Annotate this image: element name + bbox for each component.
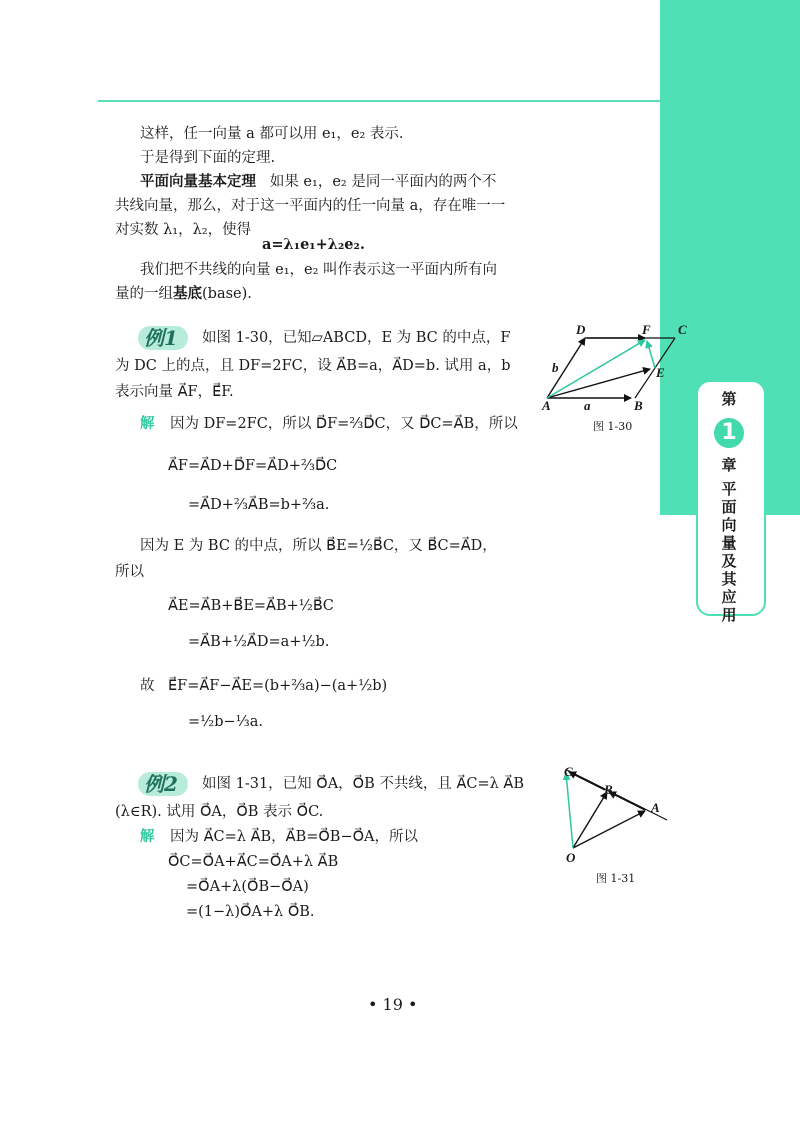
basis-pre: 量的一组 xyxy=(115,286,173,302)
theorem-line1 xyxy=(140,170,496,194)
page-number: • 19 • xyxy=(368,995,418,1014)
example2-step4: =(1−λ)O⃗A+λ O⃗B. xyxy=(186,904,315,920)
example1-step5: 所以 xyxy=(115,564,144,580)
fig30-label-b: b xyxy=(552,360,559,375)
example2-solution-label: 解 xyxy=(140,828,155,845)
example1-step8-pre: 故 xyxy=(140,678,155,694)
fig30-label-F: F xyxy=(642,322,651,337)
chapter-label-top: 第 xyxy=(721,390,737,408)
fig31-label-A: A xyxy=(651,800,660,815)
header-rule xyxy=(98,100,662,102)
example1-step1: 因为 DF=2FC，所以 D⃗F=⅔D⃗C，又 D⃗C=A⃗B，所以 xyxy=(170,416,518,432)
example1-q1: 如图 1-30，已知▱ABCD，E 为 BC 的中点，F xyxy=(202,330,511,346)
chapter-tab xyxy=(696,380,766,624)
fig31-label-B: B xyxy=(604,782,613,797)
example1-step9: =½b−⅓a. xyxy=(188,714,263,730)
example1-step7: =A⃗B+½A⃗D=a+½b. xyxy=(188,634,330,650)
basis-word: 基底 xyxy=(173,285,202,302)
vector-ab-31 xyxy=(609,792,645,810)
vector-bc xyxy=(569,772,605,790)
theorem-text1: 如果 e₁，e₂ 是同一平面内的两个不 xyxy=(269,174,497,190)
chapter-number: 1 xyxy=(714,418,744,448)
basis-post: (base). xyxy=(202,286,252,302)
fig31-label-C: C xyxy=(564,764,573,779)
example1-badge: 例1 xyxy=(138,326,188,350)
theorem-formula: a=λ₁e₁+λ₂e₂. xyxy=(262,236,365,253)
theorem-line3: 对实数 λ₁，λ₂，使得 xyxy=(115,222,252,238)
theorem-line2: 共线向量，那么，对于这一平面内的任一向量 a，存在唯一一 xyxy=(115,198,506,214)
theorem-title: 平面向量基本定理 xyxy=(140,173,256,190)
vector-ef xyxy=(647,341,655,368)
fig30-label-A: A xyxy=(542,398,551,413)
example1-solution-label: 解 xyxy=(140,415,155,432)
intro-line1: 这样，任一向量 a 都可以用 e₁，e₂ 表示. xyxy=(140,126,404,142)
example1-q3: 表示向量 A⃗F，E⃗F. xyxy=(115,384,234,400)
example2-q2: (λ∈R). 试用 O⃗A，O⃗B 表示 O⃗C. xyxy=(115,804,324,820)
fig30-label-C: C xyxy=(678,322,687,337)
basis-line1: 我们把不共线的向量 e₁，e₂ 叫作表示这一平面内所有向 xyxy=(140,262,498,278)
basis-line2 xyxy=(115,282,252,306)
vector-oc xyxy=(566,773,573,848)
fig31-label-O: O xyxy=(566,850,576,865)
example2-step3: =O⃗A+λ(O⃗B−O⃗A) xyxy=(186,879,309,895)
example1-q2: 为 DC 上的点，且 DF=2FC，设 A⃗B=a，A⃗D=b. 试用 a，b xyxy=(115,358,511,374)
vector-af xyxy=(547,340,645,398)
example2-q1: 如图 1-31，已知 O⃗A，O⃗B 不共线，且 A⃗C=λ A⃗B xyxy=(202,776,525,792)
example1-step2: A⃗F=A⃗D+D⃗F=A⃗D+⅔D⃗C xyxy=(168,458,338,474)
example1-step4: 因为 E 为 BC 的中点，所以 B⃗E=½B⃗C，又 B⃗C=A⃗D， xyxy=(140,538,497,554)
example1-step6: A⃗E=A⃗B+B⃗E=A⃗B+½B⃗C xyxy=(168,598,334,614)
example2-step1: 因为 A⃗C=λ A⃗B，A⃗B=O⃗B−O⃗A，所以 xyxy=(170,829,418,845)
example2-badge: 例2 xyxy=(138,772,188,796)
fig30-label-E: E xyxy=(656,365,665,380)
figure-1-31-caption: 图 1-31 xyxy=(596,872,636,885)
example1-step3: =A⃗D+⅔A⃗B=b+⅔a. xyxy=(188,497,330,513)
fig30-label-B: B xyxy=(634,398,643,413)
chapter-label-zhang: 章 xyxy=(721,456,737,474)
fig30-label-D: D xyxy=(576,322,586,337)
example2-step2: O⃗C=O⃗A+A⃗C=O⃗A+λ A⃗B xyxy=(168,854,339,870)
intro-line2: 于是得到下面的定理. xyxy=(140,150,276,166)
fig30-label-a: a xyxy=(584,398,591,413)
chapter-title: 平面向量及其应用 xyxy=(721,480,737,624)
figure-1-30 xyxy=(535,320,695,420)
figure-1-30-caption: 图 1-30 xyxy=(593,420,633,433)
example1-step8: E⃗F=A⃗F−A⃗E=(b+⅔a)−(a+½b) xyxy=(168,678,388,694)
